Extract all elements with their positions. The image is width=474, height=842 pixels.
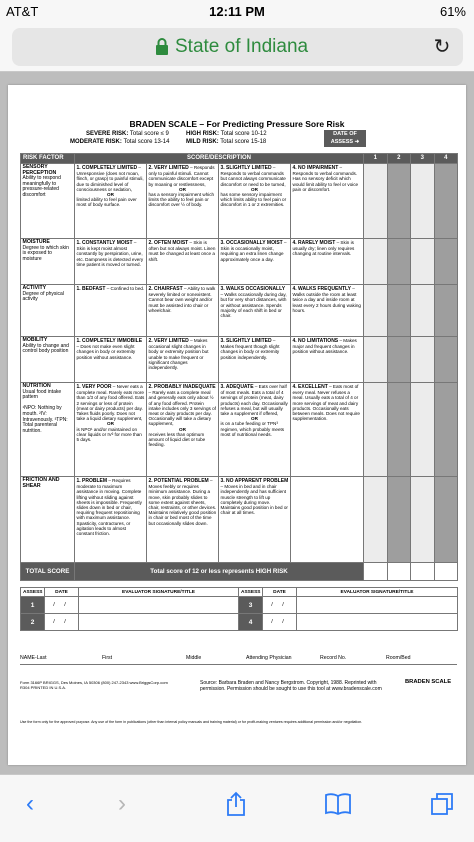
desc-text: – Responds to verbal commands but cannot always communicate discomfort or need to be turned, [220,165,286,187]
score-cell[interactable] [387,285,411,337]
desc-title: 1. PROBLEM [76,478,108,484]
carrier-label: AT&T [6,4,39,19]
patient-name-row[interactable] [20,651,457,665]
signature-field[interactable] [297,597,458,614]
assess-number: 3 [239,597,263,614]
high-label: HIGH RISK: [186,131,219,137]
browser-toolbar [0,774,474,842]
desc-title: 2. CHAIRFAST [148,286,183,292]
doc-title: BRADEN SCALE – For Predicting Pressure Sore Risk [129,119,345,129]
address-bar[interactable] [12,28,463,66]
score-cell[interactable] [387,477,411,563]
domain-label: State of Indiana [175,36,309,57]
desc-title: 1. VERY POOR [76,384,112,390]
factor-notes: ¹NPO: Nothing by mouth. ²IV: Intravenously. ³TPN: Total parenteral nutrition. [22,405,68,434]
lock-icon [155,38,169,55]
total-message: Total score of 12 or less represents HIGH RISK [75,563,364,581]
desc-title: 3. NO APPARENT PROBLEM [220,478,289,484]
share-icon[interactable] [218,789,254,819]
name-middle-label: Middle [186,655,202,661]
assess-number: 4 [239,614,263,631]
score-cell[interactable] [434,285,458,337]
factor-name: MOISTURE [22,239,50,245]
desc-title: 4. NO IMPAIRMENT [292,165,339,171]
use-notice: Use the form only for the approved purpose. Any use of the form in publications (other than internal policy manuals and training material) or for profit-making ventures requires additional permission and/or negotiation. [20,720,363,724]
signature-row [21,614,458,631]
score-cell[interactable] [387,239,411,285]
room-label: Room/Bed [386,655,411,661]
table-row [21,477,458,563]
desc-title: 3. OCCASIONALLY MOIST [220,240,283,246]
desc-title: 3. SLIGHTLY LIMITED [220,338,272,344]
desc-text: is NPO¹ and/or maintained on clear liquids or IV² for more than 5 days. [76,426,142,443]
name-last-label: NAME-Last [20,655,47,661]
table-row [21,285,458,337]
desc-text: – Does not make even slight changes in body or extremity position without assistance. [76,344,136,360]
form-number: Form 3166P BRIGGS, Des Moines, IA 50306 (800) 247-2343 www.BriggsCorp.com R304 PRINTED IN U.S.A. [20,680,168,690]
severe-label: SEVERE RISK: [86,131,129,137]
score-cell[interactable] [411,337,435,383]
date-header: DATE [45,588,79,597]
forward-icon[interactable]: › [118,790,126,817]
table-row [21,164,458,239]
browser-chrome [0,22,474,72]
assess-header: ASSESS [239,588,263,597]
clock: 12:11 PM [209,4,265,19]
date-header: DATE [263,588,297,597]
score-cell[interactable] [364,337,388,383]
desc-title: 4. NO LIMITATIONS [292,338,339,344]
battery-percent: 61% [439,4,466,19]
date-field[interactable]: / / [45,614,79,631]
or-label: OR [179,426,186,432]
desc-text: – Never eats a complete meal. Rarely eats more than 1/3 of any food offered. Eats 2 servings or less of protein (meat or dairy products) per day. Takes fluids poorly. Does not take a liquid dietary supplement, [76,384,145,422]
desc-title: 2. PROBABLY INADEQUATE [148,384,216,390]
score-cell[interactable] [411,239,435,285]
desc-text: – Unresponsive (does not moan, flinch, or grasp) to painful stimuli, due to diminished level of consciousness or sedation, [76,165,144,192]
tabs-icon[interactable] [424,789,460,819]
score-cell[interactable] [434,164,458,239]
status-bar [0,0,474,22]
factor-sub: Usual food intake pattern [22,388,62,401]
desc-title: 3. SLIGHTLY LIMITED [220,165,272,171]
evaluator-header: EVALUATOR SIGNATURE/TITLE [79,588,239,597]
desc-text: receives less than optimum amount of liquid diet or tube feeding. [148,431,206,448]
or-label: OR [107,421,114,427]
total-row [21,563,458,581]
score-cell[interactable] [364,164,388,239]
col-2-header: 2 [387,154,411,164]
score-cell[interactable] [411,285,435,337]
or-label: OR [107,192,114,198]
or-label: OR [251,186,258,192]
col-1-header: 1 [364,154,388,164]
score-cell[interactable] [364,239,388,285]
page-content[interactable] [0,73,474,774]
score-cell[interactable] [434,477,458,563]
desc-text: – Makes occasional slight changes in body or extremity position but unable to make frequent or significant changes independently. [148,338,209,371]
reload-icon[interactable]: ↻ [433,36,451,58]
braden-brand: BRADEN SCALE [405,679,452,685]
desc-text: is on a tube feeding or TPN³ regimen, which probably meets most of nutritional needs. [220,421,285,437]
score-cell[interactable] [411,164,435,239]
risk-factor-header: RISK FACTOR [21,154,75,164]
date-field[interactable]: / / [45,597,79,614]
score-cell[interactable] [434,383,458,477]
table-row [21,383,458,477]
desc-title: 2. VERY LIMITED [148,165,189,171]
table-row [21,239,458,285]
date-field[interactable]: / / [263,597,297,614]
desc-text: – Responds only to painful stimuli. Cannot communicate discomfort except by moaning or restlessness, [148,165,215,187]
factor-name: SENSORY PERCEPTION [22,164,57,176]
col-4-header: 4 [434,154,458,164]
score-cell[interactable] [387,164,411,239]
desc-text: – Skin is usually dry; linen only requires changing at routine intervals. [292,240,355,257]
desc-title: 3. WALKS OCCASIONALLY [220,286,286,292]
desc-text: has some sensory impairment which limits ability to feel pain or discomfort in 1 or 2 extremities. [220,192,287,208]
desc-title: 1. COMPLETELY LIMITED [76,165,138,171]
score-cell[interactable] [434,337,458,383]
table-row [21,337,458,383]
desc-title: 2. POTENTIAL PROBLEM [148,478,209,484]
desc-title: 4. RARELY MOIST [292,240,336,246]
back-icon[interactable]: ‹ [26,790,34,817]
factor-sub: Degree of physical activity [22,290,64,303]
score-cell[interactable] [387,337,411,383]
battery-label [440,4,466,19]
desc-text: – Makes frequent though slight changes in body or extremity position independently. [220,338,280,360]
desc-text: – Skin is kept moist almost constantly by perspiration, urine, etc. Dampness is detected every time patient is moved or turned. [76,240,144,267]
signature-field[interactable] [79,614,239,631]
source-note: Source: Barbara Braden and Nancy Bergstrom. Copyright, 1988. Reprinted with permission. Permission should be sought to use this tool at www.bradenscale.com [200,680,382,692]
or-label: OR [251,416,258,422]
factor-name: ACTIVITY [22,285,47,291]
total-cell[interactable] [411,563,435,581]
desc-title: 1. CONSTANTLY MOIST [76,240,133,246]
desc-text: – Confined to bed. [106,286,145,291]
desc-text: – Walks occasionally during day, but for very short distances, with or without assistance. Spends majority of each shift in bed or chair. [220,292,287,319]
score-description-header: SCORE/DESCRIPTION [75,154,364,164]
table-header [21,154,458,164]
desc-text: – Responds to verbal commands. Has no sensory deficit which would limit ability to feel or voice pain or discomfort. [292,165,359,192]
total-cell[interactable] [387,563,411,581]
high-value: Total score 10-12 [220,131,267,137]
assess-number: 2 [21,614,45,631]
desc-text: – Rarely eats a complete meal and generally eats only about ½ of any food offered. Protein intake includes only 3 servings of meat or dairy products per day. Occasionally will take a dietary supplement, [148,390,216,427]
col-3-header: 3 [411,154,435,164]
signature-field[interactable] [297,614,458,631]
severe-value: Total score ≤ 9 [129,131,169,137]
date-of-assess-label: DATE OF ASSESS ➜ [324,130,366,147]
score-cell[interactable] [411,477,435,563]
score-cell[interactable] [364,477,388,563]
desc-title: 2. VERY LIMITED [148,338,189,344]
factor-sub: Ability to respond meaningfully to pressure-related discomfort [22,175,61,198]
signature-row [21,597,458,614]
desc-title: 4. EXCELLENT [292,384,328,390]
desc-title: 3. ADEQUATE [220,384,254,390]
or-label: OR [179,186,186,192]
assess-header: ASSESS [21,588,45,597]
score-cell[interactable] [411,383,435,477]
signature-table [20,587,458,631]
factor-sub: Degree to which skin is exposed to moisture [22,244,69,262]
desc-text: – Walks outside the room at least twice a day and inside room at least every 2 hours during waking hours. [292,286,361,313]
braden-table [20,153,458,581]
score-cell[interactable] [434,239,458,285]
desc-title: 1. COMPLETELY IMMOBILE [76,338,143,344]
bookmarks-icon[interactable] [320,789,356,819]
desc-text: – Eats most of every meal. Never refuses a meal. Usually eats a total of 4 or more servings of meat and dairy products. Occasionally eats between meals. Does not require supplementation. [292,384,360,422]
date-field[interactable]: / / [263,614,297,631]
desc-title: 2. OFTEN MOIST [148,240,189,246]
signature-field[interactable] [79,597,239,614]
total-score-label: TOTAL SCORE [21,563,75,581]
desc-text: – Skin is often but not always moist. Linen must be changed at least once a shift. [148,240,216,262]
desc-text: – Skin is occasionally moist, requiring an extra linen change approximately once a day. [220,240,287,262]
desc-text: – Makes major and frequent changes in position without assistance. [292,338,357,355]
desc-title: 1. BEDFAST [76,286,106,292]
desc-text: – Moves in bed and in chair independently and has sufficient muscle strength to lift up completely during move. Maintains good position in bed or chair at all times. [220,484,288,516]
factor-name: NUTRITION [22,383,51,389]
factor-name: FRICTION AND SHEAR [22,477,60,489]
evaluator-header: EVALUATOR SIGNATURE/TITLE [297,588,458,597]
desc-text: – Eats over half of most meals. Eats a total of 4 servings of protein (meat, dairy products) each day. Occasionally refuses a meal, but will usually take a supplement if offered, [220,384,288,417]
desc-text: – Ability to walk severely limited or nonexistent. Cannot bear own weight and/or must be assisted into chair or wheelchair. [148,286,216,313]
total-cell[interactable] [434,563,458,581]
physician-label: Attending Physician [246,655,292,661]
moderate-label: MODERATE RISK: [70,139,122,145]
score-cell[interactable] [364,383,388,477]
mild-value: Total score 15-18 [220,139,267,145]
total-cell[interactable] [364,563,388,581]
score-cell[interactable] [364,285,388,337]
score-cell[interactable] [387,383,411,477]
factor-name: MOBILITY [22,337,48,343]
braden-scale-document [8,85,466,765]
desc-text: has a sensory impairment which limits the ability to feel pain or discomfort over ½ of body. [148,192,215,208]
assess-number: 1 [21,597,45,614]
moderate-value: Total score 13-14 [123,139,170,145]
mild-label: MILD RISK: [186,139,219,145]
desc-text: – Requires moderate to maximum assistance in moving. Complete lifting without sliding against sheets is impossible. Frequently slides down in bed or chair, requiring frequent repositioning with maximum assistance. Spasticity, contractures, or agitation leads to almost constant friction. [76,478,142,537]
factor-sub: Ability to change and control body position [22,342,69,355]
desc-title: 4. WALKS FREQUENTLY [292,286,351,292]
record-label: Record No. [320,655,347,661]
name-first-label: First [102,655,113,661]
desc-text: limited ability to feel pain over most of body surface. [76,197,137,208]
desc-text: – Moves feebly or requires minimum assistance. During a move, skin probably slides to some extent against sheets, chair, restraints, or other devices. Maintains relatively good position in chair or bed most of the time but occasionally slides down. [148,478,217,526]
